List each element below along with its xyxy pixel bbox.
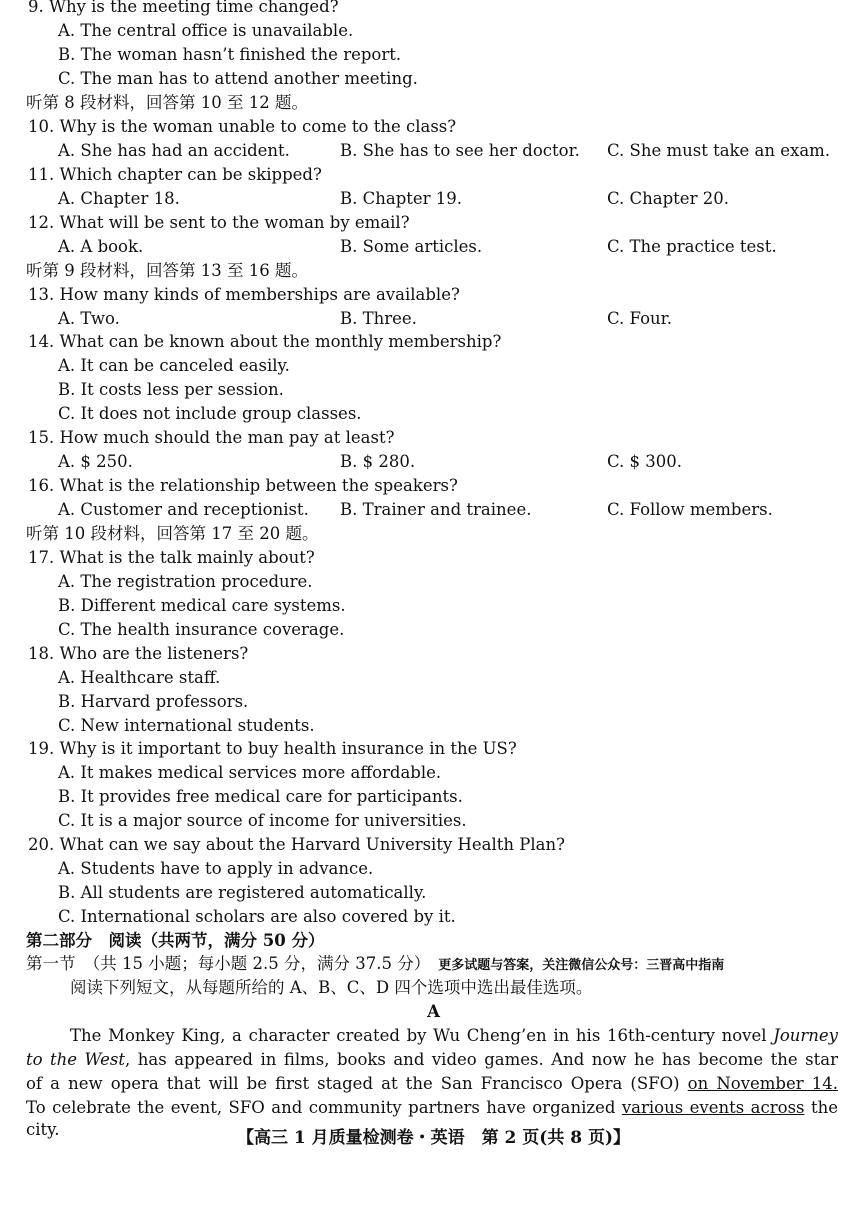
question-20: 20. What can we say about the Harvard University Health Plan? bbox=[28, 835, 565, 854]
option-12b: B. Some articles. bbox=[340, 237, 483, 256]
passage-label: A bbox=[427, 1002, 440, 1021]
option-10b: B. She has to see her doctor. bbox=[340, 141, 580, 160]
option-15c: C. $ 300. bbox=[607, 452, 683, 471]
question-9: 9. Why is the meeting time changed? bbox=[28, 0, 339, 16]
option-20b: B. All students are registered automatically. bbox=[58, 883, 427, 902]
option-18b: B. Harvard professors. bbox=[58, 692, 249, 711]
option-9a: A. The central office is unavailable. bbox=[58, 21, 354, 40]
option-14a: A. It can be canceled easily. bbox=[58, 356, 290, 375]
promo-note: 更多试题与答案，关注微信公众号：三晋高中指南 bbox=[438, 958, 725, 973]
option-9b: B. The woman hasn’t finished the report. bbox=[58, 45, 402, 64]
option-17c: C. The health insurance coverage. bbox=[58, 620, 345, 639]
section-one-heading bbox=[26, 953, 724, 977]
option-12a: A. A book. bbox=[58, 237, 144, 256]
option-16c: C. Follow members. bbox=[607, 500, 773, 519]
option-11a: A. Chapter 18. bbox=[58, 189, 180, 208]
question-11: 11. Which chapter can be skipped? bbox=[28, 165, 322, 184]
question-18: 18. Who are the listeners? bbox=[28, 644, 249, 663]
section-heading-8: 听第 8 段材料，回答第 10 至 12 题。 bbox=[26, 93, 308, 112]
passage-line-1 bbox=[26, 1025, 838, 1047]
option-18c: C. New international students. bbox=[58, 716, 315, 735]
option-18a: A. Healthcare staff. bbox=[58, 668, 221, 687]
option-10c: C. She must take an exam. bbox=[607, 141, 831, 160]
passage-events-underlined: various events across bbox=[621, 1098, 805, 1117]
option-9c: C. The man has to attend another meeting. bbox=[58, 69, 418, 88]
option-13c: C. Four. bbox=[607, 309, 672, 328]
part-two-heading: 第二部分 阅读（共两节，满分 50 分） bbox=[26, 931, 325, 950]
option-16a: A. Customer and receptionist. bbox=[58, 500, 309, 519]
option-19b: B. It provides free medical care for participants. bbox=[58, 787, 463, 806]
option-20c: C. International scholars are also covered by it. bbox=[58, 907, 456, 926]
passage-line-2 bbox=[26, 1049, 838, 1071]
novel-title-part-2: to the West bbox=[26, 1050, 126, 1069]
passage-sentence-1: The Monkey King, a character created by Wu Cheng’en in his 16th-century novel bbox=[70, 1026, 774, 1045]
question-16: 16. What is the relationship between the speakers? bbox=[28, 476, 458, 495]
section-one-title: 第一节 （共 15 小题；每小题 2.5 分，满分 37.5 分） bbox=[26, 954, 431, 973]
option-11b: B. Chapter 19. bbox=[340, 189, 463, 208]
option-15a: A. $ 250. bbox=[58, 452, 133, 471]
option-19c: C. It is a major source of income for universities. bbox=[58, 811, 467, 830]
section-heading-10: 听第 10 段材料，回答第 17 至 20 题。 bbox=[26, 524, 319, 543]
option-19a: A. It makes medical services more affordable. bbox=[58, 763, 442, 782]
novel-title-part-1: Journey bbox=[773, 1026, 838, 1045]
option-20a: A. Students have to apply in advance. bbox=[58, 859, 374, 878]
option-14b: B. It costs less per session. bbox=[58, 380, 284, 399]
reading-instruction: 阅读下列短文，从每题所给的 A、B、C、D 四个选项中选出最佳选项。 bbox=[70, 978, 593, 997]
section-heading-9: 听第 9 段材料，回答第 13 至 16 题。 bbox=[26, 261, 308, 280]
option-17a: A. The registration procedure. bbox=[58, 572, 313, 591]
page-footer: 【高三 1 月质量检测卷・英语 第 2 页(共 8 页)】 bbox=[236, 1128, 631, 1148]
question-19: 19. Why is it important to buy health insurance in the US? bbox=[28, 739, 517, 758]
option-13a: A. Two. bbox=[58, 309, 120, 328]
question-12: 12. What will be sent to the woman by email? bbox=[28, 213, 410, 232]
passage-sentence-4a: To celebrate the event, SFO and community partners have organized bbox=[26, 1098, 622, 1117]
passage-sentence-2: , has appeared in films, books and video games. And now he has become the star bbox=[125, 1050, 838, 1069]
passage-line-3 bbox=[26, 1073, 838, 1095]
option-15b: B. $ 280. bbox=[340, 452, 416, 471]
passage-date-underlined: on November 14. bbox=[687, 1074, 838, 1093]
question-13: 13. How many kinds of memberships are available? bbox=[28, 285, 460, 304]
passage-sentence-4c: the city. bbox=[26, 1098, 838, 1139]
option-17b: B. Different medical care systems. bbox=[58, 596, 346, 615]
option-13b: B. Three. bbox=[340, 309, 417, 328]
question-10: 10. Why is the woman unable to come to the class? bbox=[28, 117, 457, 136]
option-12c: C. The practice test. bbox=[607, 237, 777, 256]
option-11c: C. Chapter 20. bbox=[607, 189, 729, 208]
option-16b: B. Trainer and trainee. bbox=[340, 500, 532, 519]
question-15: 15. How much should the man pay at least? bbox=[28, 428, 395, 447]
question-14: 14. What can be known about the monthly membership? bbox=[28, 332, 502, 351]
option-14c: C. It does not include group classes. bbox=[58, 404, 362, 423]
question-17: 17. What is the talk mainly about? bbox=[28, 548, 315, 567]
option-10a: A. She has had an accident. bbox=[58, 141, 290, 160]
passage-sentence-3a: of a new opera that will be first staged at the San Francisco Opera (SFO) bbox=[26, 1074, 688, 1093]
